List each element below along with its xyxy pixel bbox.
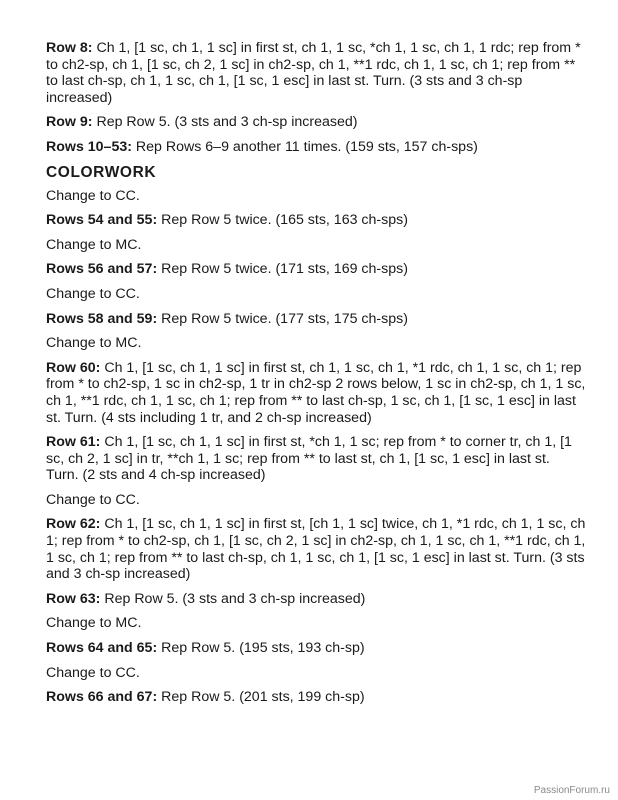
- watermark: PassionForum.ru: [533, 785, 610, 796]
- row-label: Rows 56 and 57:: [46, 261, 158, 278]
- row-label: Rows 58 and 59:: [46, 310, 158, 327]
- color-change-instruction: Change to MC.: [46, 335, 142, 352]
- row-text: Rep Row 5. (201 sts, 199 ch-sp): [157, 689, 365, 706]
- row-61-instruction: [46, 434, 586, 484]
- rows-10-53-instruction: [46, 139, 586, 156]
- row-text: Rep Row 5 twice. (171 sts, 169 ch-sps): [157, 261, 408, 278]
- row-8-instruction: [46, 40, 586, 106]
- row-label: Row 60:: [46, 359, 101, 376]
- row-label: Rows 54 and 55:: [46, 212, 158, 229]
- row-62-instruction: [46, 516, 586, 582]
- row-text: Rep Row 5. (3 sts and 3 ch-sp increased): [100, 590, 366, 607]
- row-label: Row 9:: [46, 114, 93, 131]
- row-text: Ch 1, [1 sc, ch 1, 1 sc] in first st, *ch 1, 1 sc; rep from * to corner tr, ch 1, [1 sc, ch 2, 1 sc] in tr, **ch 1, 1 sc; rep from ** to last st, ch 1, [1 sc, 1 esc] in last st. Turn. (2 sts and 4 ch-sp increased): [46, 434, 572, 484]
- row-text: Ch 1, [1 sc, ch 1, 1 sc] in first st, ch 1, 1 sc, ch 1, *1 rdc, ch 1, 1 sc, ch 1; rep from * to ch2-sp, 1 sc in ch2-sp, 1 tr in ch2-sp 2 rows below, 1 sc in ch2-sp, ch 1, 1 sc, ch 1, **1 rdc, ch 1, 1 sc, ch 1; rep from ** to last ch-sp, 1 sc, ch 1, [1 sc, 1 esc] in last st. Turn. (4 sts including 1 tr, and 2 ch-sp increased): [46, 359, 586, 426]
- row-9-instruction: [46, 114, 586, 131]
- row-text: Rep Row 5. (3 sts and 3 ch-sp increased): [92, 114, 358, 131]
- color-change-instruction: Change to CC.: [46, 285, 140, 302]
- row-text: Ch 1, [1 sc, ch 1, 1 sc] in first st, ch 1, 1 sc, *ch 1, 1 sc, ch 1, 1 rdc; rep from * to ch2-sp, ch 1, [1 sc, ch 2, 1 sc] in ch2-sp, ch 1, **1 rdc, ch 1, 1 sc, ch 1; rep from ** to last ch-sp, ch 1, 1 sc, ch 1, [1 sc, 1 esc] in last st. Turn. (3 sts and 3 ch-sp increased): [46, 40, 581, 106]
- row-60-instruction: [46, 360, 586, 426]
- color-change-instruction: Change to CC.: [46, 664, 140, 681]
- row-text: Rep Rows 6–9 another 11 times. (159 sts, 157 ch-sps): [131, 138, 478, 155]
- color-change-instruction: Change to MC.: [46, 236, 142, 253]
- color-change-instruction: Change to CC.: [46, 187, 140, 204]
- row-text: Rep Row 5. (195 sts, 193 ch-sp): [157, 640, 365, 657]
- rows-56-57-instruction: [46, 261, 586, 278]
- section-heading-colorwork: COLORWORK: [46, 163, 157, 181]
- rows-54-55-instruction: [46, 212, 586, 229]
- row-label: Row 8:: [46, 40, 93, 56]
- color-change-instruction: Change to CC.: [46, 491, 140, 508]
- row-63-instruction: [46, 591, 586, 608]
- rows-64-65-instruction: [46, 640, 586, 657]
- row-label: Row 61:: [46, 434, 101, 451]
- row-label: Rows 64 and 65:: [46, 640, 158, 657]
- row-text: Rep Row 5 twice. (177 sts, 175 ch-sps): [157, 310, 408, 327]
- row-label: Row 63:: [46, 590, 101, 607]
- row-label: Rows 66 and 67:: [46, 689, 158, 706]
- row-text: Ch 1, [1 sc, ch 1, 1 sc] in first st, [ch 1, 1 sc] twice, ch 1, *1 rdc, ch 1, 1 sc, ch 1; rep from * to ch2-sp, ch 1, [1 sc, ch 2, 1 sc] in ch2-sp, ch 1, 1 sc, ch 1, **1 rdc, ch 1, 1 sc, ch 1; rep from ** to last ch-sp, ch 1, 1 sc, ch 1, [1 sc, 1 esc] in last st. Turn. (3 sts and 3 ch-sp increased): [46, 516, 586, 583]
- color-change-instruction: Change to MC.: [46, 615, 142, 632]
- rows-58-59-instruction: [46, 311, 586, 328]
- row-label: Row 62:: [46, 516, 101, 533]
- pattern-document: [46, 40, 586, 714]
- rows-66-67-instruction: [46, 689, 586, 706]
- row-label: Rows 10–53:: [46, 138, 132, 155]
- row-text: Rep Row 5 twice. (165 sts, 163 ch-sps): [157, 212, 408, 229]
